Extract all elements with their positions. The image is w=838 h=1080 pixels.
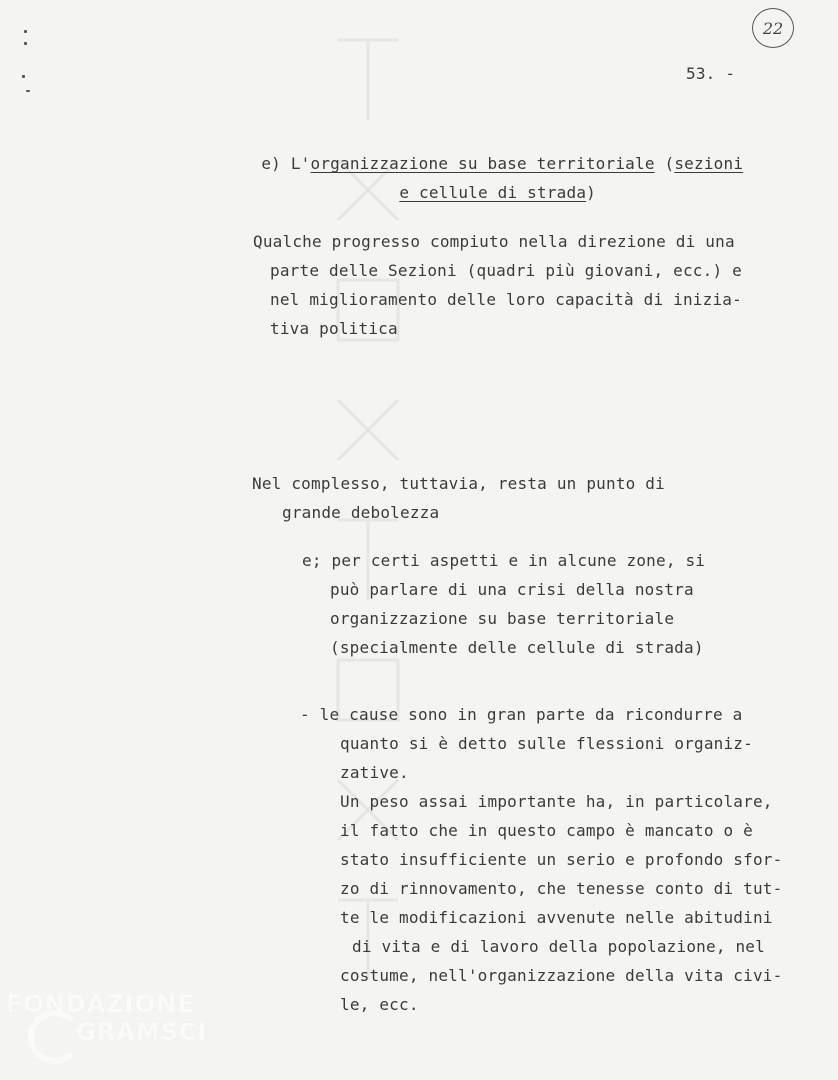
paragraph-3-line: organizzazione su base territoriale	[330, 609, 675, 628]
paragraph-4-line: Un peso assai importante ha, in particolare,	[340, 792, 773, 811]
paragraph-3-line: e; per certi aspetti e in alcune zone, si	[302, 551, 706, 570]
paragraph-4-line: zo di rinnovamento, che tenesse conto di tut-	[340, 879, 783, 898]
watermark-line-1: FONDAZIONE	[6, 990, 195, 1018]
page-number: 53. -	[686, 64, 736, 83]
paragraph-1-line: parte delle Sezioni (quadri più giovani, ecc.) e	[270, 261, 742, 280]
paragraph-3-line: può parlare di una crisi della nostra	[330, 580, 694, 599]
paragraph-1-line: Qualche progresso compiuto nella direzione di una	[253, 232, 735, 251]
binding-mark	[24, 42, 27, 45]
paragraph-1-line: nel miglioramento delle loro capacità di inizia-	[270, 290, 742, 309]
paragraph-4-line: di vita e di lavoro della popolazione, nel	[352, 937, 765, 956]
paragraph-4-line: il fatto che in questo campo è mancato o è	[340, 821, 753, 840]
binding-mark	[24, 30, 27, 33]
paragraph-3-line: (specialmente delle cellule di strada)	[330, 638, 704, 657]
paragraph-4-line: stato insufficiente un serio e profondo sfor-	[340, 850, 783, 869]
binding-mark	[22, 75, 25, 78]
watermark-line-2: GRAMSCI	[76, 1018, 208, 1046]
heading-underlined-title: organizzazione su base territoriale	[310, 154, 655, 173]
watermark-g-icon	[28, 1010, 82, 1064]
paragraph-2-line: Nel complesso, tuttavia, resta un punto di	[252, 474, 665, 493]
heading-paren-close: )	[586, 183, 597, 202]
paragraph-4-line: - le cause sono in gran parte da ricondurre a	[300, 705, 743, 724]
paragraph-4-line: costume, nell'organizzazione della vita civi-	[340, 966, 783, 985]
binding-mark	[26, 90, 30, 92]
heading-paren-open: (	[654, 154, 675, 173]
section-heading-line-2	[360, 163, 596, 223]
paragraph-1-line: tiva politica	[270, 319, 398, 338]
paragraph-4-line: te le modificazioni avvenute nelle abitudini	[340, 908, 773, 927]
heading-underlined-sezioni: sezioni	[674, 154, 744, 173]
heading-prefix: e) L'	[261, 154, 311, 173]
paragraph-2-line: grande debolezza	[282, 503, 440, 522]
heading-underlined-cellule: e cellule di strada	[399, 183, 587, 202]
paragraph-4-line: quanto si è detto sulle flessioni organiz-	[340, 734, 753, 753]
paragraph-4-line: le, ecc.	[340, 995, 419, 1014]
page-stamp: 22	[752, 8, 794, 48]
fondazione-gramsci-watermark	[6, 990, 206, 1070]
paragraph-4-line: zative.	[340, 763, 409, 782]
